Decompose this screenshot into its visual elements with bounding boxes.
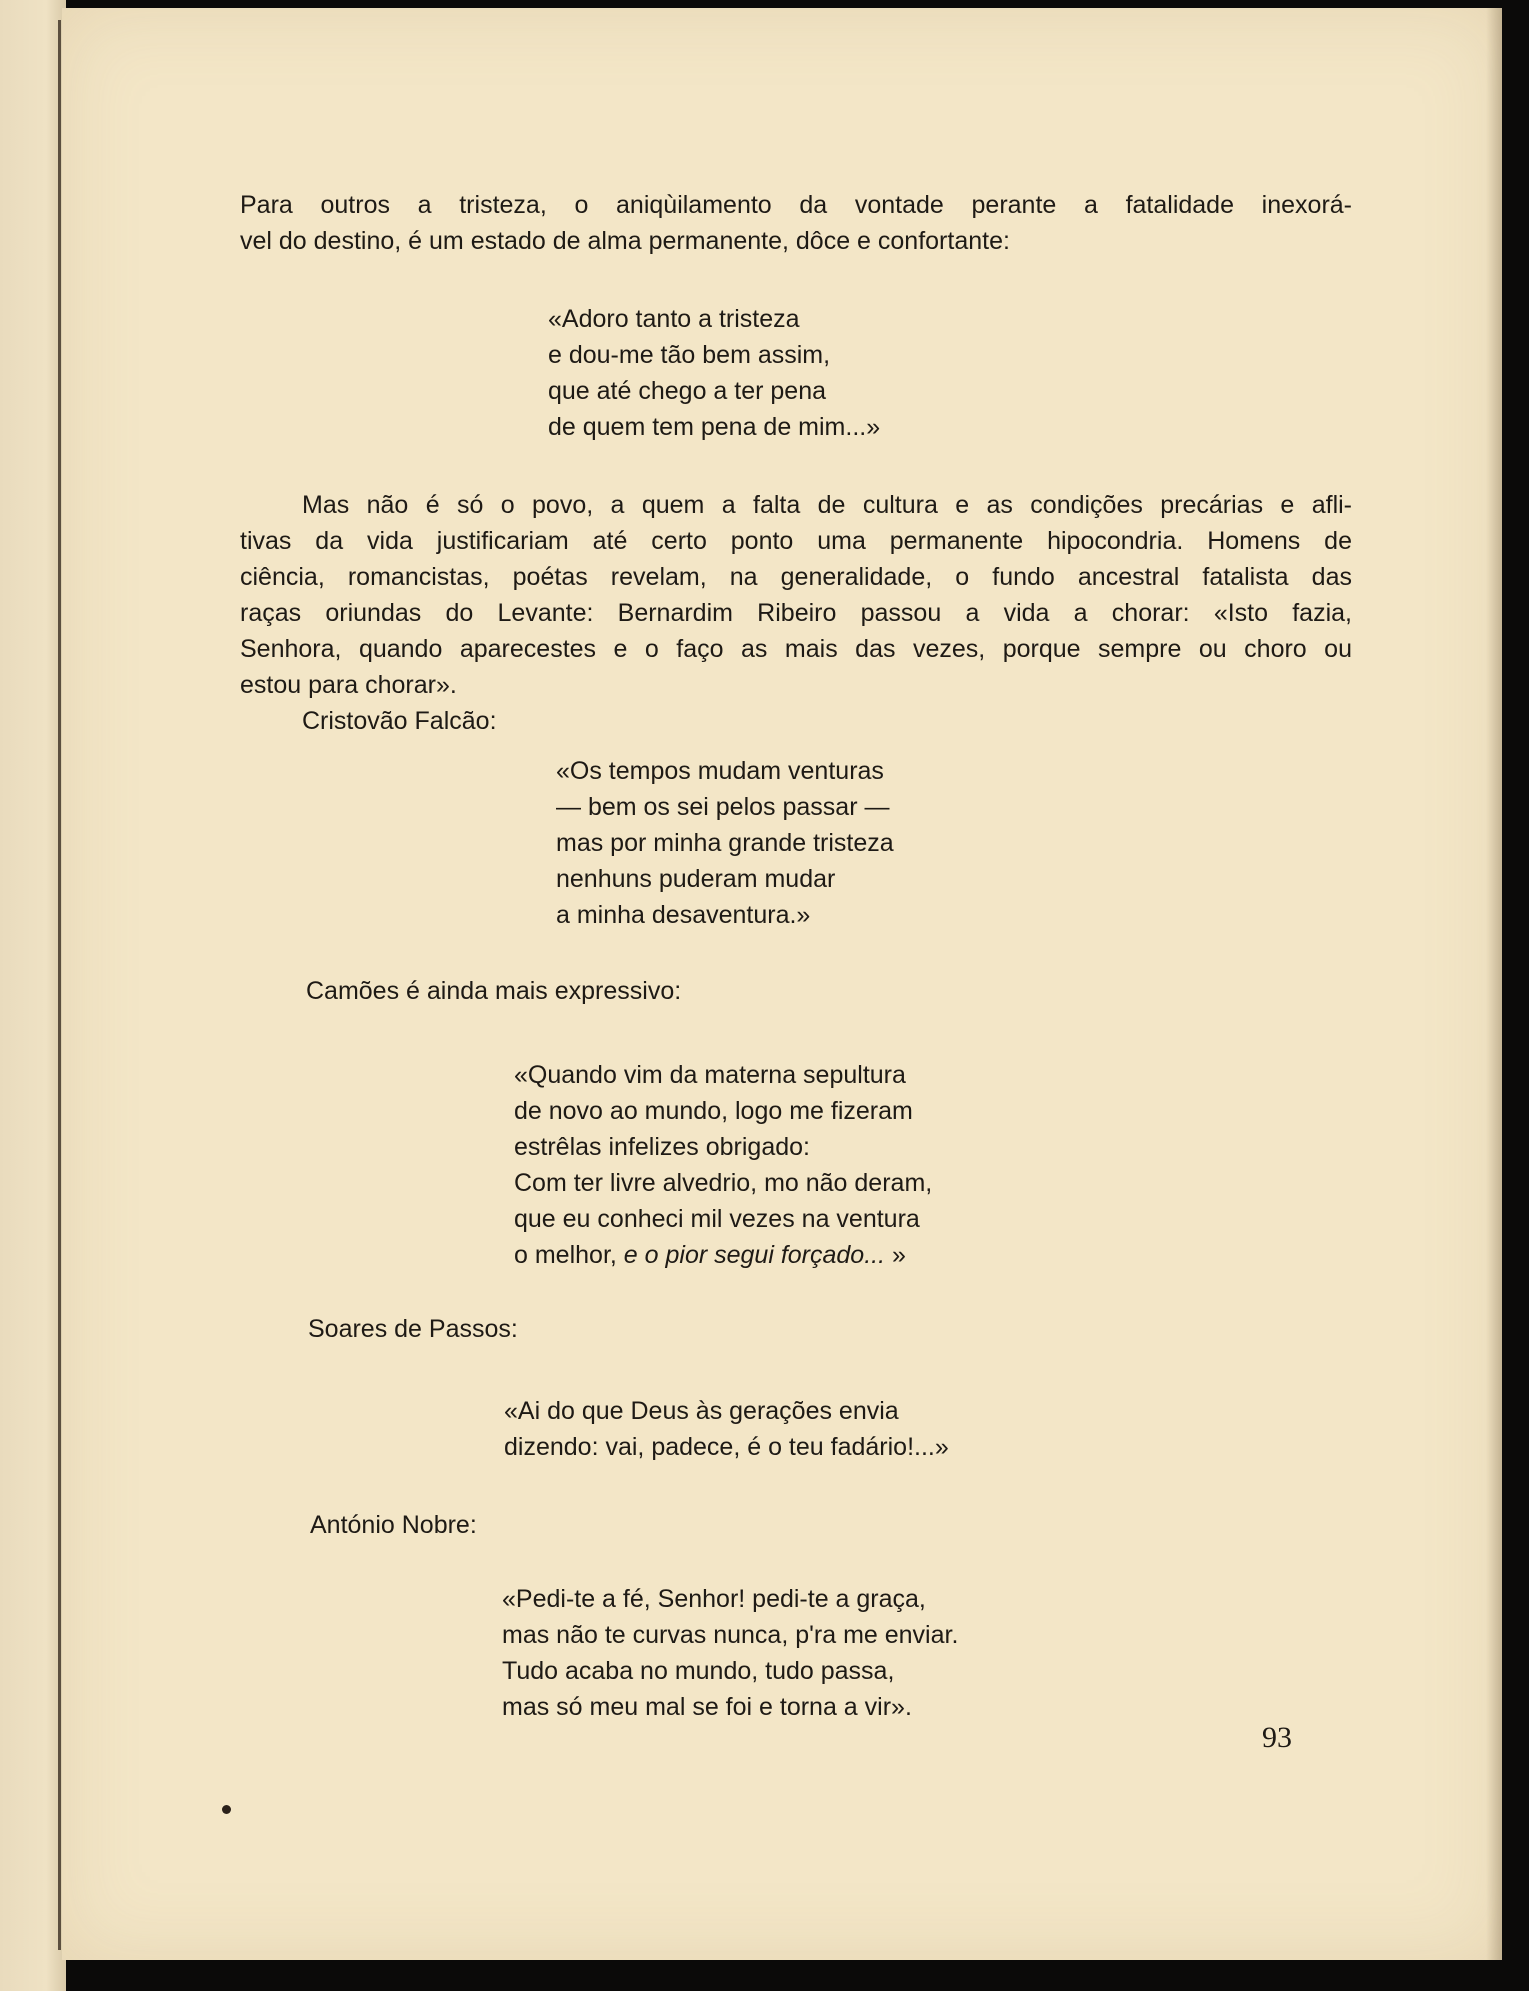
ink-spot	[222, 1805, 231, 1814]
paragraph-line: Senhora, quando aparecestes e o faço as mais das vezes, porque sempre ou choro ou	[240, 635, 1352, 663]
paragraph-line: raças oriundas do Levante: Bernardim Ribeiro passou a vida a chorar: «Isto fazia,	[240, 599, 1352, 627]
binding-line	[58, 20, 61, 1950]
speaker-label: Soares de Passos:	[308, 1315, 518, 1343]
quote-line: mas não te curvas nunca, p'ra me enviar.	[502, 1621, 959, 1649]
quote-line: e dou-me tão bem assim,	[548, 341, 831, 369]
quote-line: «Quando vim da materna sepultura	[514, 1061, 906, 1089]
paragraph-line: ciência, romancistas, poétas revelam, na generalidade, o fundo ancestral fatalista das	[240, 563, 1352, 591]
speaker-label: Camões é ainda mais expressivo:	[306, 977, 682, 1005]
quote-line: Tudo acaba no mundo, tudo passa,	[502, 1657, 895, 1685]
quote-line: mas por minha grande tristeza	[556, 829, 894, 857]
speaker-label: António Nobre:	[310, 1511, 477, 1539]
paragraph-line: tivas da vida justificariam até certo ponto uma permanente hipocondria. Homens de	[240, 527, 1352, 555]
page-right-edge-shadow	[1486, 8, 1502, 1960]
quote-line: dizendo: vai, padece, é o teu fadário!...»	[504, 1433, 949, 1461]
speaker-label: Cristovão Falcão:	[302, 707, 497, 735]
quote-line: «Ai do que Deus às gerações envia	[504, 1397, 899, 1425]
quote-line: a minha desaventura.»	[556, 901, 811, 929]
quote-line: «Adoro tanto a tristeza	[548, 305, 800, 333]
paragraph-line: Para outros a tristeza, o aniqùilamento da vontade perante a fatalidade inexorá-	[240, 191, 1352, 219]
quote-line: mas só meu mal se foi e torna a vir».	[502, 1693, 912, 1721]
quote-line: «Pedi-te a fé, Senhor! pedi-te a graça,	[502, 1585, 926, 1613]
quote-line: — bem os sei pelos passar —	[556, 793, 890, 821]
quote-line: estrêlas infelizes obrigado:	[514, 1133, 810, 1161]
paragraph-line: vel do destino, é um estado de alma permanente, dôce e confortante:	[240, 227, 1010, 255]
quote-line: que eu conheci mil vezes na ventura	[514, 1205, 920, 1233]
page-number: 93	[1262, 1721, 1292, 1754]
quote-line: Com ter livre alvedrio, mo não deram,	[514, 1169, 933, 1197]
quote-text: o melhor,	[514, 1241, 624, 1269]
paragraph-line: Mas não é só o povo, a quem a falta de cultura e as condições precárias e afli-	[302, 491, 1352, 519]
paragraph-line: estou para chorar».	[240, 671, 457, 699]
quote-line: «Os tempos mudam venturas	[556, 757, 884, 785]
book-page	[62, 8, 1502, 1960]
quote-close: »	[885, 1241, 906, 1269]
quote-italic-text: e o pior segui forçado...	[623, 1241, 886, 1269]
quote-line	[514, 1240, 906, 1270]
quote-line: de novo ao mundo, logo me fizeram	[514, 1097, 913, 1125]
quote-line: de quem tem pena de mim...»	[548, 413, 881, 441]
previous-page-edge	[0, 0, 66, 1991]
quote-line: que até chego a ter pena	[548, 377, 827, 405]
quote-line: nenhuns puderam mudar	[556, 865, 836, 893]
